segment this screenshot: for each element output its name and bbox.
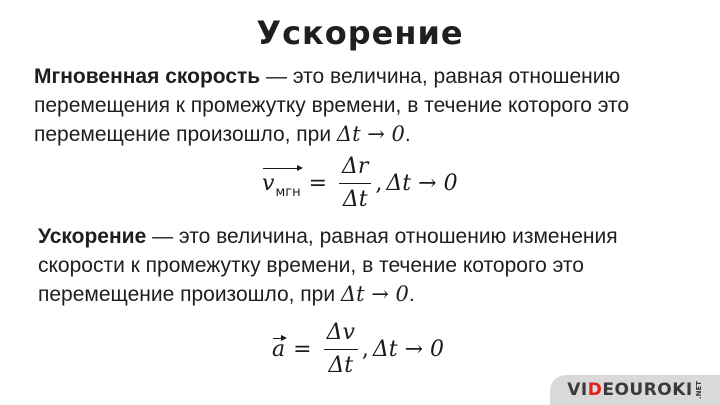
fraction [339,153,371,214]
subscript-mgn: мгн [275,184,301,200]
limit-condition: Δt → 0 [340,282,409,306]
period: . [404,123,411,146]
formula-acceleration [272,316,444,382]
comma: , [375,170,383,196]
comma: , [361,336,369,362]
definition-text: — это величина, равная отношению перемещения к промежутку времени, в течение которого это перемещение произошло, при [34,65,630,146]
fraction-numerator: Δr [339,153,371,184]
limit-condition: Δt → 0 [386,170,458,196]
logo-wordmark: VIDEOUROKI [567,380,693,400]
definition-acceleration [38,222,688,309]
term-acceleration: Ускорение [38,225,147,248]
limit-condition: Δt → 0 [372,336,445,362]
period: . [408,283,415,306]
fraction-denominator: Δt [342,186,368,212]
acceleration-vector-symbol: a [272,336,286,362]
limit-condition: Δt → 0 [336,122,405,146]
slide-title: Ускорение [256,14,464,52]
logo-suffix: .NET [694,380,703,400]
fraction-numerator: Δv [324,319,358,350]
formula-instant-velocity [262,150,458,216]
term-instant-velocity: Мгновенная скорость [34,65,261,88]
definition-text: — это величина, равная отношению изменения скорости к промежутку времени, в течение которого это перемещение произошло, при [38,225,618,306]
velocity-vector-symbol: $v_{мгн}$ [262,167,301,200]
fraction-denominator: Δt [328,352,354,378]
videouroki-logo [550,375,720,405]
definition-instant-velocity [34,62,684,149]
fraction [324,319,358,380]
equals-sign: = [308,170,328,196]
equals-sign: = [293,336,312,362]
